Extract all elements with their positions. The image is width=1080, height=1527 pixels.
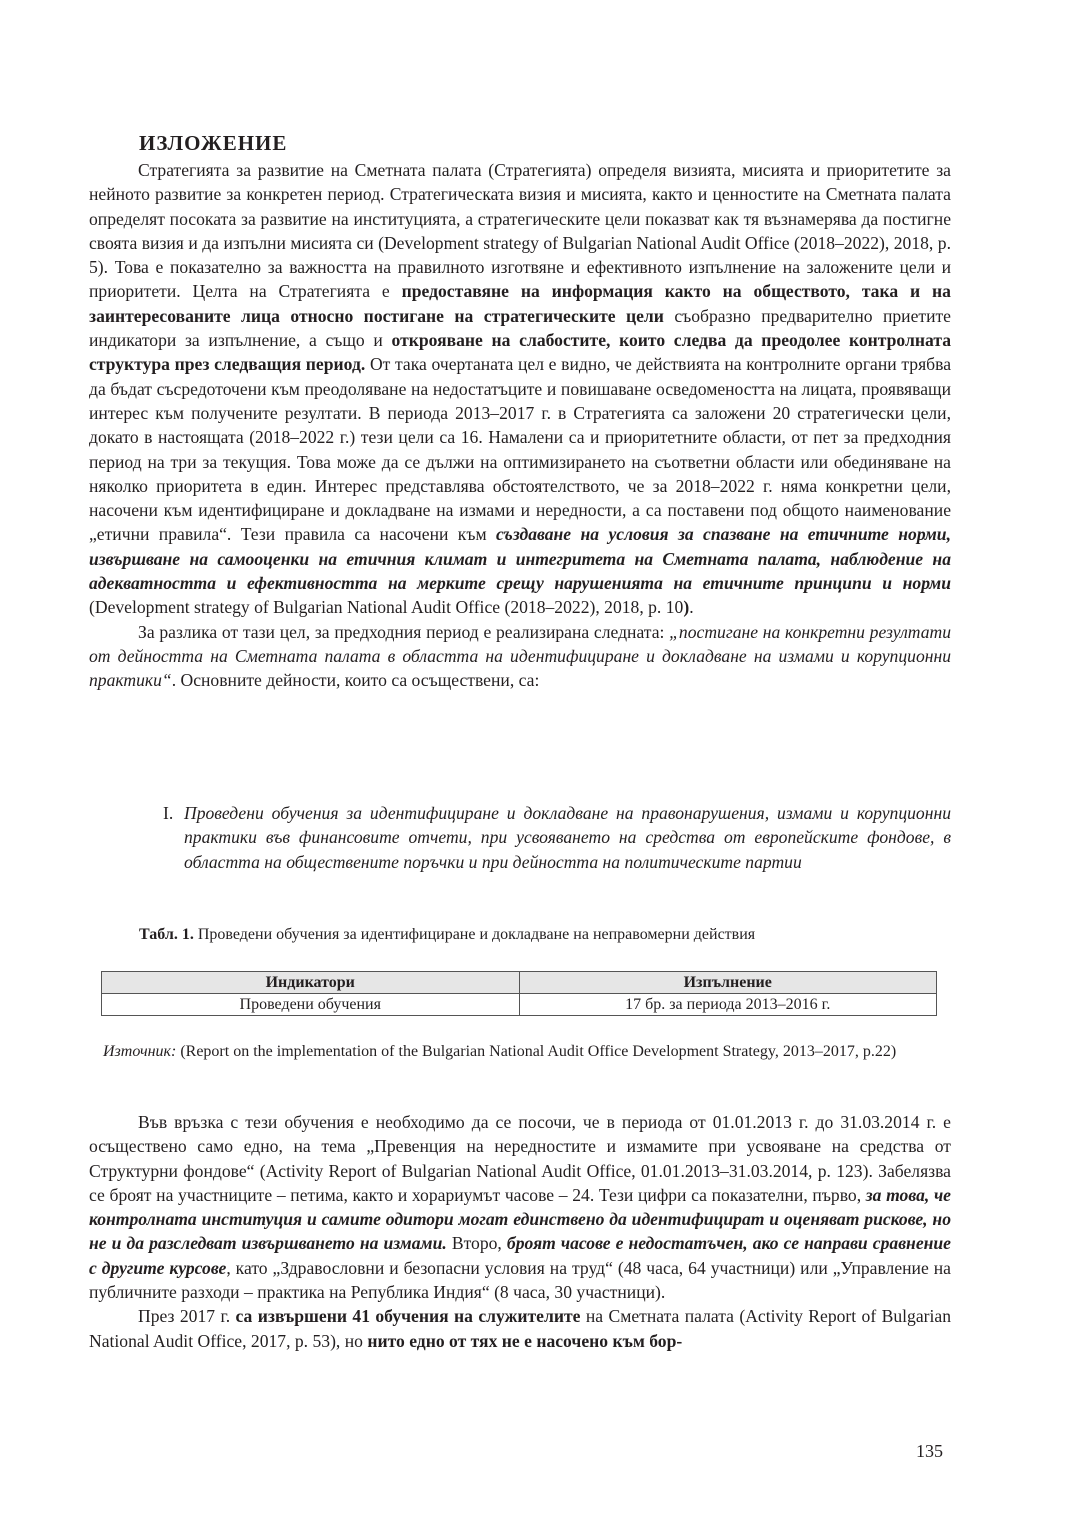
paragraph-trainings-analysis: Във връзка с тези обучения е необходимо да се посочи, че в периода от 01.01.2013 г. до 31.03.2014 г. е осъществено само едно, на тема „Превенция на нередностите и измамите при усвояване на средства от Структурни фондове“ (Activity Report of Bulgarian National Audit Office, 01.01.2013–31.03.2014, p. 123). Забелязва се броят на участниците – петима, както и хорариумът часове – 24. Тези цифри са показателни, първо, за това, че контролната институция и самите одитори могат единствено да идентифицират и оценяват рискове, но не и да разследват извършването на измами. Второ, броят часове е недостатъчен, ако се направи сравнение с другите курсове, като „Здравословни и безопасни условия на труд“ (48 часа, 64 участници) или „Управление на публичните разходи – практика на Република Индия“ (8 часа, 30 участници).: [89, 1112, 951, 1303]
body-text-lower: [89, 1110, 951, 1353]
body-text-upper: [89, 158, 951, 693]
trainings-table: [101, 971, 937, 1016]
table-header-cell: Индикатори: [102, 972, 520, 994]
section-heading: ИЗЛОЖЕНИЕ: [139, 131, 288, 155]
table-cell: 17 бр. за периода 2013–2016 г.: [519, 994, 937, 1016]
list-item-number: I.: [163, 803, 174, 823]
list-item-trainings: [163, 801, 951, 874]
table-source-note: Източник: (Report on the implementation of the Bulgarian National Audit Office Development Strategy, 2013–2017, p.22): [103, 1043, 897, 1060]
paragraph-strategy: Стратегията за развитие на Сметната палата (Стратегията) определя визията, мисията и приоритетите за нейното развитие за конкретен период. Стратегическата визия и мисията, както и ценностите на Сметната палата определят посоката за развитие на институцията, а стратегическите цели показват как тя възнамерява да постигне своята визия и да изпълни мисията си (Development strategy of Bulgarian National Audit Office (2018–2022), 2018, p. 5). Това е показателно за важността на правилното изготвяне и ефективното изпълнение на заложените цели и приоритети. Целта на Стратегията е предоставяне на информация както на обществото, така и на заинтересованите лица относно постигане на стратегическите цели съобразно предварително приетите индикатори за изпълнение, а също и открояване на слабостите, които следва да преодолее контролната структура през следващия период. От така очертаната цел е видно, че действията на контролните органи трябва да бъдат съсредоточени към преодоляване на недостатъците и повишаване осведомеността на лицата, проявяващи интерес към получените резултати. В периода 2013–2017 г. в Стратегията са заложени 20 стратегически цели, докато в настоящата (2018–2022 г.) тези цели са 16. Намалени са и приоритетните области, от пет за предходния период на три за текущия. Това може да се дължи на оптимизирането на съответни области или обединяване на няколко приоритета в един. Интерес представлява обстоятелството, че за 2018–2022 г. няма конкретни цели, насочени към идентифициране и докладване на измами и нередности, а са поставени под общото наименование „етични правила“. Тези правила са насочени към създаване на условия за спазване на етичните норми, извършване на самооценки на етичния климат и интегритета на Сметната палата, наблюдение на адекватността и ефективността на мерките срещу нарушенията на етичните принципи и норми (Development strategy of Bulgarian National Audit Office (2018–2022), 2018, p. 10).: [89, 160, 952, 618]
table-header-row: [102, 972, 937, 994]
table-header-cell: Изпълнение: [519, 972, 937, 994]
table-row: [102, 994, 937, 1016]
paragraph-2017-trainings: През 2017 г. са извършени 41 обучения на служителите на Сметната палата (Activity Report of Bulgarian National Audit Office, 2017, p. 53), но нито едно от тях не е насочено към бор-: [89, 1306, 951, 1351]
page-number: 135: [916, 1441, 943, 1461]
list-item-text: Проведени обучения за идентифициране и докладване на правонарушения, измами и корупционни практики във финансовите отчети, при усвояването на средства от европейските фондове, в областта на обществените поръчки и при дейността на политическите партии: [184, 803, 951, 872]
paragraph-previous-period: За разлика от тази цел, за предходния период е реализирана следната: „постигане на конкретни резултати от дейността на Сметната палата в областта на идентифициране и докладване на измами и корупционни практики“. Основните дейности, които са осъществени, са:: [89, 621, 951, 691]
table-cell: Проведени обучения: [102, 994, 520, 1016]
table-caption: Табл. 1. Проведени обучения за идентифициране и докладване на неправомерни действия: [139, 926, 756, 943]
